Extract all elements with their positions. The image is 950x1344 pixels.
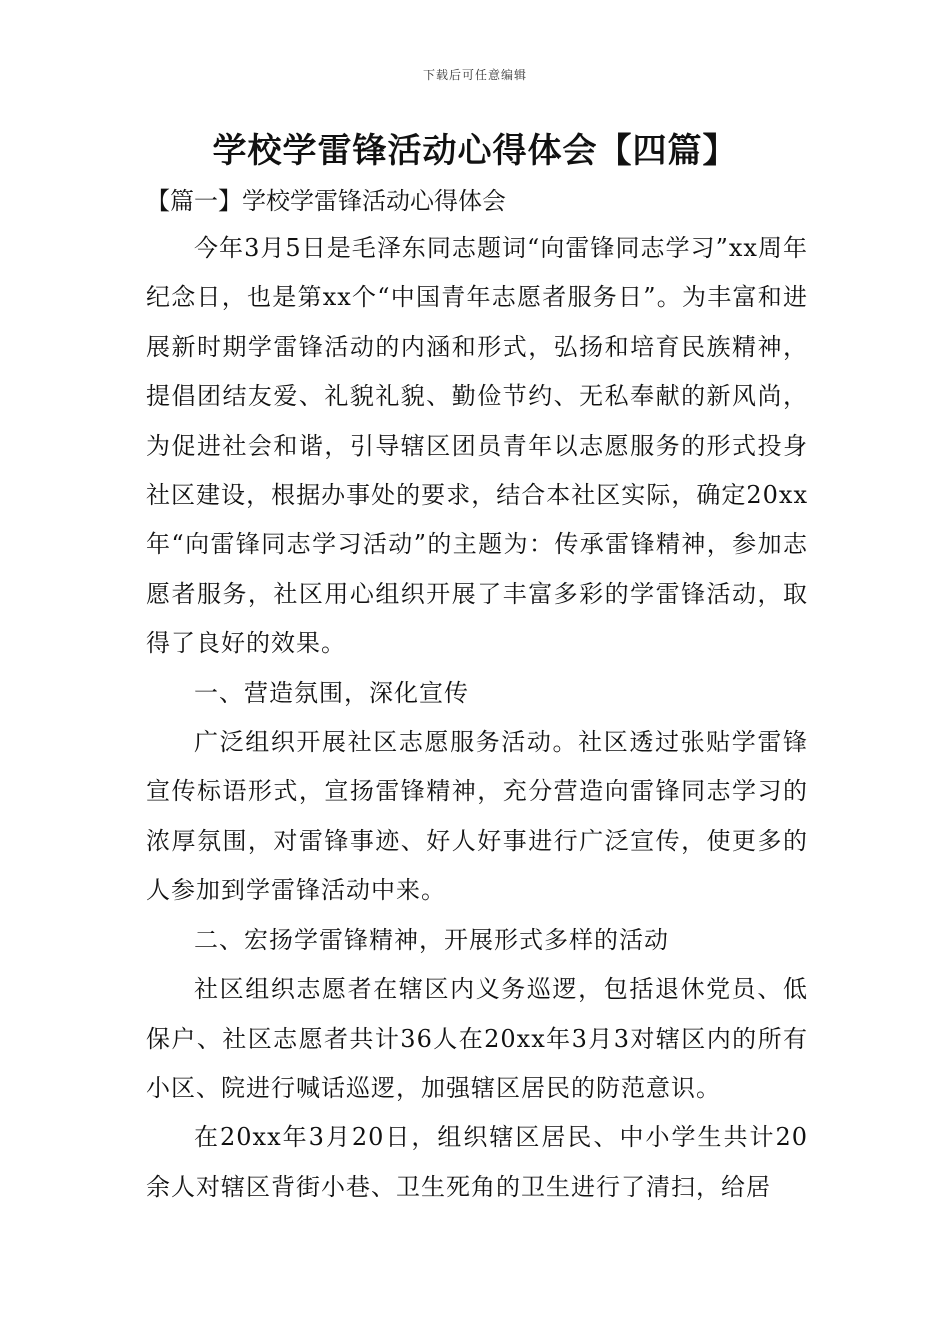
document-body: [146, 178, 808, 1212]
section-heading: 【篇一】学校学雷锋活动心得体会: [146, 187, 506, 215]
paragraph-cleanup: 在20xx年3月20日，组织辖区居民、中小学生共计20余人对辖区背街小巷、卫生死角的卫生进行了清扫，给居: [146, 1123, 808, 1201]
header-note: 下载后可任意编辑: [422, 68, 527, 82]
paragraph-intro: 今年3月5日是毛泽东同志题词“向雷锋同志学习”xx周年纪念日，也是第xx个“中国青年志愿者服务日”。为丰富和进展新时期学雷锋活动的内涵和形式，弘扬和培育民族精神，提倡团结友爱、礼貌礼貌、勤俭节约、无私奉献的新风尚，为促进社会和谐，引导辖区团员青年以志愿服务的形式投身社区建设，根据办事处的要求，结合本社区实际，确定20xx年“向雷锋同志学习活动”的主题为：传承雷锋精神，参加志愿者服务，社区用心组织开展了丰富多彩的学雷锋活动，取得了良好的效果。: [146, 234, 808, 658]
paragraph-patrol: 社区组织志愿者在辖区内义务巡逻，包括退休党员、低保户、社区志愿者共计36人在20xx年3月3对辖区内的所有小区、院进行喊话巡逻，加强辖区居民的防范意识。: [146, 975, 808, 1102]
subheading-one: 一、营造氛围，深化宣传: [194, 678, 469, 707]
subheading-two: 二、宏扬学雷锋精神，开展形式多样的活动: [194, 925, 669, 954]
page-title: 学校学雷锋活动心得体会【四篇】: [212, 131, 738, 171]
paragraph-publicity: 广泛组织开展社区志愿服务活动。社区透过张贴学雷锋宣传标语形式，宣扬雷锋精神，充分营造向雷锋同志学习的浓厚氛围，对雷锋事迹、好人好事进行广泛宣传，使更多的人参加到学雷锋活动中来。: [146, 728, 808, 905]
